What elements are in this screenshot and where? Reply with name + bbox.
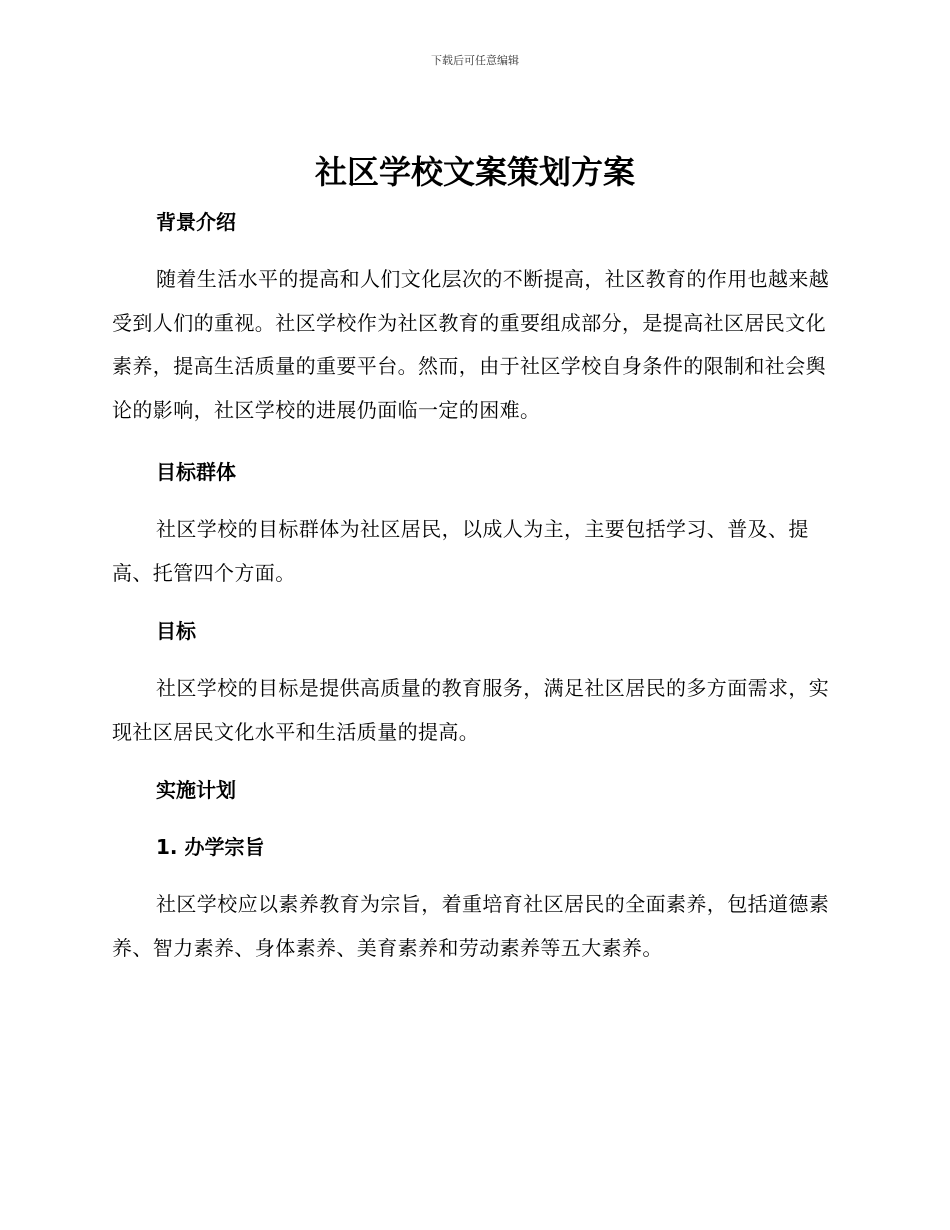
subsection-heading-mission: 1. 办学宗旨 (156, 835, 265, 859)
section-heading-plan: 实施计划 (156, 778, 236, 802)
section-heading-background: 背景介绍 (156, 210, 236, 234)
section-heading-goal: 目标 (156, 619, 196, 643)
page-header-note: 下载后可任意编辑 (431, 54, 519, 67)
section-heading-target-group: 目标群体 (156, 460, 236, 484)
document-title: 社区学校文案策划方案 (314, 153, 635, 191)
subsection-text-mission: 社区学校应以素养教育为宗旨，着重培育社区居民的全面素养，包括道德素养、智力素养、身体素养、美育素养和劳动素养等五大素养。 (112, 892, 830, 960)
section-text-background: 随着生活水平的提高和人们文化层次的不断提高，社区教育的作用也越来越受到人们的重视。社区学校作为社区教育的重要组成部分，是提高社区居民文化素养，提高生活质量的重要平台。然而，由于社区学校自身条件的限制和社会舆论的影响，社区学校的进展仍面临一定的困难。 (112, 267, 830, 422)
section-text-goal: 社区学校的目标是提供高质量的教育服务，满足社区居民的多方面需求，实现社区居民文化水平和生活质量的提高。 (112, 676, 830, 744)
section-text-target-group: 社区学校的目标群体为社区居民，以成人为主，主要包括学习、普及、提高、托管四个方面。 (112, 517, 809, 585)
